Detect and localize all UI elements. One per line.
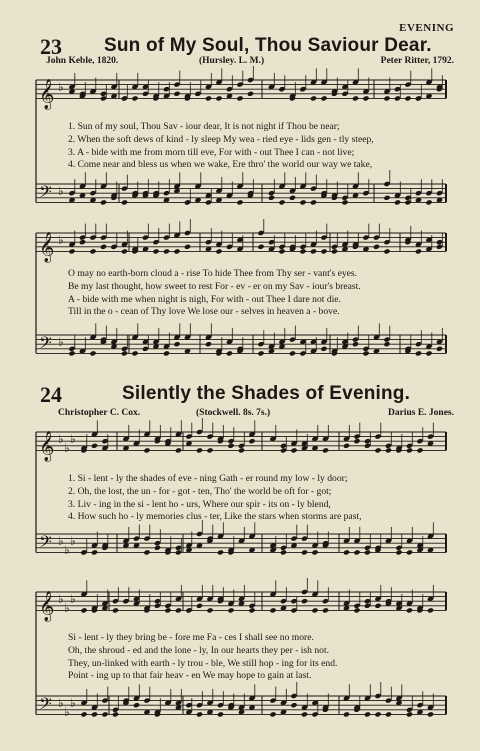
treble-clef-icon: 𝄞 — [39, 591, 55, 622]
hymn-number: 24 — [40, 382, 62, 407]
note-head — [196, 603, 203, 609]
verse-line: 4. How such ho - ly memories clus - ter, Like the stars when storms are past, — [68, 511, 362, 523]
note-head — [205, 95, 212, 101]
flat-icon: ♭ — [58, 232, 64, 247]
verse-line: 4. Come near and bless us when we wake, Ere thro' the world our way we take, — [68, 159, 373, 171]
note-head — [299, 248, 306, 254]
note-head — [427, 607, 434, 613]
note-head — [310, 199, 317, 205]
verse-block — [68, 268, 361, 319]
note-head — [341, 199, 348, 205]
note-head — [364, 549, 371, 555]
note-head — [383, 341, 390, 347]
note-head — [280, 549, 287, 555]
verse-line: 2. Oh, the lost, the un - for - got - ten, Tho' the world be oft for - got; — [68, 485, 332, 497]
note-head — [163, 248, 170, 254]
flat-icon: ♭ — [58, 183, 64, 198]
hymn-title: Silently the Shades of Evening. — [122, 383, 411, 404]
note-head — [91, 443, 98, 449]
note-head — [100, 199, 107, 205]
note-head — [68, 350, 75, 356]
note-head — [143, 447, 150, 453]
note-head — [268, 195, 275, 201]
hymn-composer: Darius E. Jones. — [388, 408, 454, 418]
hymn-number: 23 — [40, 34, 62, 59]
note-head — [173, 341, 180, 347]
note-head — [215, 95, 222, 101]
note-head — [406, 549, 413, 555]
flat-icon: ♭ — [64, 543, 70, 558]
note-head — [320, 346, 327, 352]
note-head — [196, 711, 203, 717]
note-head — [352, 95, 359, 101]
note-head — [311, 549, 318, 555]
treble-clef-icon: 𝄞 — [39, 431, 55, 462]
note-head — [406, 607, 413, 613]
verse-block — [68, 632, 337, 683]
treble-clef-icon: 𝄞 — [39, 232, 55, 263]
note-head — [152, 248, 159, 254]
page-section-header: EVENING — [399, 22, 454, 34]
flat-icon: ♭ — [70, 533, 76, 548]
note-head — [436, 346, 443, 352]
note-head — [352, 341, 359, 347]
note-head — [301, 549, 308, 555]
note-head — [101, 711, 108, 717]
flat-icon: ♭ — [58, 334, 64, 349]
flat-icon: ♭ — [58, 79, 64, 94]
note-head — [311, 607, 318, 613]
note-head — [362, 95, 369, 101]
note-head — [406, 711, 413, 717]
note-head — [226, 350, 233, 356]
hymn-author: Christopher C. Cox. — [58, 408, 141, 418]
note-head — [236, 199, 243, 205]
note-head — [217, 549, 224, 555]
verse-line: A - bide with me when night is nigh, For with - out Thee I dare not die. — [68, 293, 341, 305]
note-head — [131, 95, 138, 101]
note-head — [343, 711, 350, 717]
note-head — [301, 711, 308, 717]
hymn-composer: Peter Ritter, 1792. — [380, 56, 454, 66]
treble-clef-icon: 𝄞 — [39, 79, 55, 110]
note-head — [112, 607, 119, 613]
verse-line: 1. Si - lent - ly the shades of eve - ning Gath - er round my low - ly door; — [68, 473, 348, 484]
note-head — [362, 350, 369, 356]
note-head — [248, 438, 255, 444]
flat-icon: ♭ — [70, 591, 76, 606]
note-head — [89, 350, 96, 356]
verse-block — [68, 473, 362, 524]
note-head — [425, 350, 432, 356]
note-head — [374, 447, 381, 453]
note-head — [91, 549, 98, 555]
hymn-tune: (Hursley. L. M.) — [199, 56, 265, 66]
note-head — [364, 711, 371, 717]
flat-icon: ♭ — [58, 431, 64, 446]
verse-line: Till in the o - cean of Thy love We lose our - selves in heaven a - bove. — [68, 306, 340, 318]
note-head — [320, 248, 327, 254]
note-head — [383, 195, 390, 201]
note-head — [385, 447, 392, 453]
note-head — [290, 447, 297, 453]
note-head — [406, 447, 413, 453]
verse-block — [68, 121, 374, 172]
note-head — [227, 607, 234, 613]
note-head — [164, 607, 171, 613]
note-head — [301, 598, 308, 604]
note-head — [154, 545, 161, 551]
verse-line: Si - lent - ly they bring be - fore me Fa - ces I shall see no more. — [68, 632, 314, 643]
note-head — [131, 350, 138, 356]
flat-icon: ♭ — [58, 591, 64, 606]
note-head — [205, 341, 212, 347]
note-head — [415, 350, 422, 356]
note-head — [80, 607, 87, 613]
note-head — [175, 607, 182, 613]
bass-clef-icon: 𝄢 — [39, 181, 52, 206]
note-head — [196, 447, 203, 453]
note-head — [299, 199, 306, 205]
note-head — [248, 607, 255, 613]
note-head — [184, 244, 191, 250]
verse-line: Be my last thought, how sweet to rest For - ev - er on my Sav - iour's breast. — [68, 280, 361, 292]
flat-icon: ♭ — [64, 601, 70, 616]
note-head — [353, 438, 360, 444]
note-head — [404, 95, 411, 101]
note-head — [269, 607, 276, 613]
flat-icon: ♭ — [64, 441, 70, 456]
flat-icon: ♭ — [70, 695, 76, 710]
note-head — [343, 549, 350, 555]
note-head — [173, 91, 180, 97]
note-head — [310, 248, 317, 254]
note-head — [278, 248, 285, 254]
note-head — [385, 711, 392, 717]
verse-line: Oh, the shroud - ed and the lone - ly, In our hearts they per - ish not. — [68, 644, 330, 656]
verse-line: They, un-linked with earth - ly trou - ble, We still hop - ing for its end. — [68, 657, 338, 669]
note-head — [322, 447, 329, 453]
note-head — [206, 447, 213, 453]
note-head — [415, 248, 422, 254]
verse-line: Point - ing up to that fair heav - en We may hope to gain at last. — [68, 670, 312, 682]
note-head — [290, 702, 297, 708]
note-head — [215, 248, 222, 254]
note-head — [278, 199, 285, 205]
hymn-author: John Keble, 1820. — [46, 56, 119, 66]
note-head — [163, 350, 170, 356]
verse-line: O may no earth-born cloud a - rise To hide Thee from Thy ser - vant's eyes. — [68, 268, 358, 279]
flat-icon: ♭ — [58, 695, 64, 710]
note-head — [79, 239, 86, 245]
note-head — [91, 711, 98, 717]
note-head — [238, 447, 245, 453]
note-head — [257, 244, 264, 250]
note-head — [322, 607, 329, 613]
flat-icon: ♭ — [58, 533, 64, 548]
note-head — [331, 248, 338, 254]
note-head — [395, 549, 402, 555]
note-head — [289, 195, 296, 201]
note-head — [68, 248, 75, 254]
flat-icon: ♭ — [70, 431, 76, 446]
note-head — [89, 248, 96, 254]
note-head — [143, 549, 150, 555]
note-head — [353, 549, 360, 555]
note-head — [425, 199, 432, 205]
note-head — [310, 95, 317, 101]
note-head — [236, 95, 243, 101]
note-head — [206, 607, 213, 613]
note-head — [427, 711, 434, 717]
note-head — [383, 248, 390, 254]
note-head — [289, 350, 296, 356]
bass-clef-icon: 𝄢 — [39, 531, 52, 556]
note-head — [217, 711, 224, 717]
flat-icon: ♭ — [64, 705, 70, 720]
bass-clef-icon: 𝄢 — [39, 332, 52, 357]
verse-line: 3. A - bide with me from morn till eve, For with - out Thee I can - not live; — [68, 146, 355, 158]
verse-line: 1. Sun of my soul, Thou Sav - iour dear, It is not night if Thou be near; — [68, 121, 340, 132]
note-head — [100, 244, 107, 250]
verse-line: 2. When the soft dews of kind - ly sleep My wea - ried eye - lids gen - tly steep, — [68, 133, 374, 145]
note-head — [121, 199, 128, 205]
note-head — [133, 702, 140, 708]
bass-clef-icon: 𝄢 — [39, 693, 52, 718]
hymn-title: Sun of My Soul, Thou Saviour Dear. — [104, 35, 432, 56]
note-head — [257, 350, 264, 356]
note-head — [343, 443, 350, 449]
note-head — [383, 95, 390, 101]
note-head — [227, 443, 234, 449]
note-head — [374, 603, 381, 609]
verse-line: 3. Liv - ing in the si - lent ho - urs, Where our spir - its on - ly blend, — [68, 498, 331, 510]
note-head — [394, 199, 401, 205]
note-head — [416, 447, 423, 453]
note-head — [269, 711, 276, 717]
note-head — [173, 248, 180, 254]
note-head — [112, 711, 119, 717]
note-head — [247, 91, 254, 97]
note-head — [80, 711, 87, 717]
note-head — [175, 447, 182, 453]
note-head — [320, 95, 327, 101]
hymn-tune: (Stockwell. 8s. 7s.) — [196, 408, 271, 418]
note-head — [121, 350, 128, 356]
note-head — [374, 711, 381, 717]
note-head — [353, 607, 360, 613]
note-head — [373, 244, 380, 250]
note-head — [121, 248, 128, 254]
